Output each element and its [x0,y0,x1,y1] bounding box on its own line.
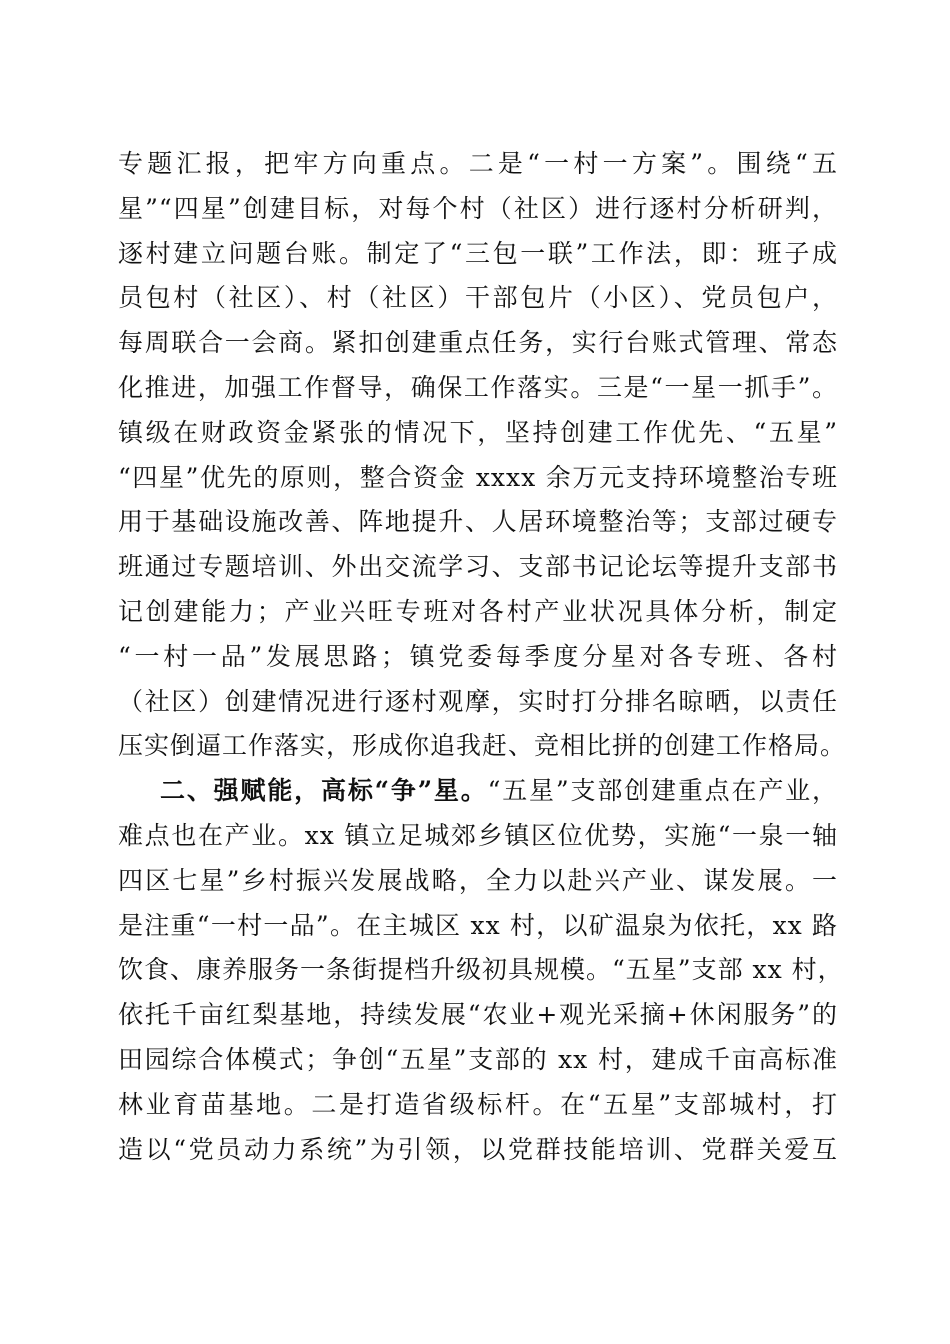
body-text [118,142,847,1172]
text-line: 依托千亩红梨基地，持续发展“农业+观光采摘+休闲服务”的 [118,1000,838,1030]
text-line: 记创建能力；产业兴旺专班对各村产业状况具体分析，制定 [118,596,838,626]
text-line: 专题汇报，把牢方向重点。二是“一村一方案”。围绕“五 [118,149,838,178]
text-line: （社区）创建情况进行逐村观摩，实时打分排名晾晒，以责任 [118,686,838,716]
section-heading-rest: “五星”支部创建重点在产业， [487,776,838,806]
text-line: 逐村建立问题台账。制定了“三包一联”工作法，即：班子成 [118,238,838,268]
text-line: 星”“四星”创建目标，对每个村（社区）进行逐村分析研判， [118,193,838,223]
section-heading-line [118,769,838,814]
text-line: 镇级在财政资金紧张的情况下，坚持创建工作优先、“五星” [118,417,838,447]
text-line: 压实倒逼工作落实，形成你追我赶、竞相比拼的创建工作格局。 [118,731,847,761]
text-line: 田园综合体模式；争创“五星”支部的 xx 村，建成千亩高标准 [118,1044,838,1074]
text-line: 班通过专题培训、外出交流学习、支部书记论坛等提升支部书 [118,552,838,582]
text-line: “一村一品”发展思路；镇党委每季度分星对各专班、各村 [118,641,838,671]
text-line: 用于基础设施改善、阵地提升、人居环境整治等；支部过硬专 [118,507,838,537]
text-line: 是注重“一村一品”。在主城区 xx 村，以矿温泉为依托，xx 路 [118,910,838,940]
text-line: 饮食、康养服务一条街提档升级初具规模。“五星”支部 xx 村， [118,955,844,985]
text-line: 造以“党员动力系统”为引领，以党群技能培训、党群关爱互 [118,1134,838,1164]
text-line: 难点也在产业。xx 镇立足城郊乡镇区位优势，实施“一泉一轴 [118,820,838,850]
text-line: 每周联合一会商。紧扣创建重点任务，实行台账式管理、常态 [118,328,838,358]
text-line: 四区七星”乡村振兴发展战略，全力以赴兴产业、谋发展。一 [118,865,838,895]
text-line: 林业育苗基地。二是打造省级标杆。在“五星”支部城村，打 [118,1089,838,1119]
text-line: 员包村（社区）、村（社区）干部包片（小区）、党员包户， [118,283,838,313]
text-line: 化推进，加强工作督导，确保工作落实。三是“一星一抓手”。 [118,372,838,402]
text-line: “四星”优先的原则，整合资金 xxxx 余万元支持环境整治专班 [118,462,838,492]
section-heading: 二、强赋能，高标“争”星。 [160,776,488,806]
